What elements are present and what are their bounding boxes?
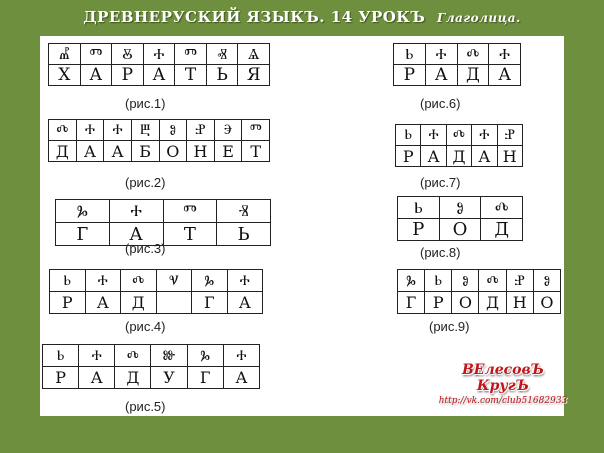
cyrillic-row <box>398 292 561 314</box>
figure-caption: (рис.3) <box>125 241 166 256</box>
figure-8 <box>397 196 523 241</box>
figure-caption: (рис.2) <box>125 175 166 190</box>
figure-3 <box>55 199 271 246</box>
cyrillic-letter: Р <box>396 146 421 167</box>
cyrillic-letter: Т <box>175 65 207 86</box>
cyrillic-letter: Д <box>115 367 151 389</box>
figure-caption: (рис.8) <box>420 245 461 260</box>
glagolitic-table <box>49 269 263 314</box>
glagolitic-letter: Ⱅ <box>175 44 207 65</box>
cyrillic-letter: Я <box>238 65 270 86</box>
cyrillic-row <box>43 367 260 389</box>
glagolitic-letter: Ⱀ <box>506 270 533 292</box>
cyrillic-letter: А <box>223 367 259 389</box>
cyrillic-letter: Н <box>187 141 215 162</box>
cyrillic-letter: Г <box>56 223 110 246</box>
glagolitic-letter: Ⰴ <box>446 125 471 146</box>
figure-caption: (рис.4) <box>125 319 166 334</box>
glagolitic-row <box>50 270 263 292</box>
cyrillic-letter <box>156 292 192 314</box>
cyrillic-letter: Ь <box>217 223 271 246</box>
glagolitic-letter: Ⱆ <box>151 345 187 367</box>
glagolitic-letter: Ⰰ <box>79 345 115 367</box>
content-panel <box>40 36 568 416</box>
glagolitic-letter: Ⰳ <box>398 270 425 292</box>
glagolitic-row <box>49 120 270 141</box>
glagolitic-row <box>398 270 561 292</box>
glagolitic-letter: Ⱃ <box>398 197 440 219</box>
cyrillic-letter: Р <box>425 292 452 314</box>
glagolitic-letter: Ⰳ <box>192 270 228 292</box>
figure-5 <box>42 344 260 389</box>
glagolitic-table <box>395 124 523 167</box>
glagolitic-row <box>398 197 523 219</box>
figure-9 <box>397 269 561 314</box>
glagolitic-letter: Ⱁ <box>159 120 187 141</box>
cyrillic-letter: А <box>109 223 163 246</box>
glagolitic-letter: Ⱁ <box>439 197 481 219</box>
cyrillic-letter: О <box>439 219 481 241</box>
glagolitic-letter: Ⰴ <box>115 345 151 367</box>
glagolitic-letter: Ⰴ <box>481 197 523 219</box>
glagolitic-letter: Ⰴ <box>49 120 77 141</box>
cyrillic-letter: Т <box>163 223 217 246</box>
cyrillic-letter: О <box>159 141 187 162</box>
glagolitic-letter: Ⱃ <box>43 345 79 367</box>
glagolitic-letter: Ⱃ <box>425 270 452 292</box>
cyrillic-letter: Г <box>192 292 228 314</box>
cyrillic-letter: Ь <box>206 65 238 86</box>
glagolitic-letter: Ⰳ <box>56 200 110 223</box>
glagolitic-letter: Ⰰ <box>472 125 497 146</box>
cyrillic-letter: Н <box>506 292 533 314</box>
glagolitic-letter: Ⰵ <box>214 120 242 141</box>
cyrillic-letter: А <box>489 65 521 86</box>
cyrillic-row <box>394 65 521 86</box>
glagolitic-letter: Ⱅ <box>80 44 112 65</box>
glagolitic-letter: Ⱃ <box>396 125 421 146</box>
figure-caption: (рис.9) <box>429 319 470 334</box>
cyrillic-letter: А <box>227 292 263 314</box>
watermark-name: ВЕлесовЪ КругЪ <box>461 362 545 394</box>
figure-6 <box>393 43 521 86</box>
figure-caption: (рис.7) <box>420 175 461 190</box>
glagolitic-row <box>396 125 523 146</box>
glagolitic-letter: Ⰰ <box>425 44 457 65</box>
cyrillic-letter: Н <box>497 146 522 167</box>
cyrillic-letter: Р <box>50 292 86 314</box>
glagolitic-table <box>393 43 521 86</box>
glagolitic-letter: Ⰰ <box>489 44 521 65</box>
figure-2 <box>48 119 270 162</box>
cyrillic-row <box>398 219 523 241</box>
glagolitic-letter: Ⱃ <box>50 270 86 292</box>
glagolitic-letter: Ⰰ <box>143 44 175 65</box>
glagolitic-letter: Ⰻ <box>112 44 144 65</box>
glagolitic-row <box>56 200 271 223</box>
watermark-stamp <box>438 362 568 416</box>
glagolitic-table <box>397 269 561 314</box>
glagolitic-letter: Ⱀ <box>497 125 522 146</box>
glagolitic-letter: Ⱏ <box>206 44 238 65</box>
cyrillic-letter: А <box>76 141 104 162</box>
cyrillic-letter: Р <box>43 367 79 389</box>
glagolitic-letter: Ⰼ <box>49 44 81 65</box>
glagolitic-letter: Ⱁ <box>533 270 560 292</box>
cyrillic-letter: О <box>452 292 479 314</box>
cyrillic-letter: Д <box>481 219 523 241</box>
cyrillic-letter: А <box>425 65 457 86</box>
glagolitic-letter: Ⰰ <box>76 120 104 141</box>
glagolitic-letter: Ⱁ <box>452 270 479 292</box>
glagolitic-row <box>394 44 521 65</box>
cyrillic-letter: А <box>472 146 497 167</box>
cyrillic-letter: Е <box>214 141 242 162</box>
cyrillic-letter: О <box>533 292 560 314</box>
cyrillic-letter: Д <box>49 141 77 162</box>
glagolitic-table <box>48 119 270 162</box>
figure-caption: (рис.6) <box>420 96 461 111</box>
glagolitic-letter: Ⰰ <box>85 270 121 292</box>
cyrillic-letter: А <box>85 292 121 314</box>
cyrillic-row <box>49 65 270 86</box>
glagolitic-letter: Ⰰ <box>104 120 132 141</box>
cyrillic-letter: А <box>104 141 132 162</box>
glagolitic-letter: Ⱐ <box>217 200 271 223</box>
glagolitic-letter: Ⱌ <box>156 270 192 292</box>
cyrillic-letter: Д <box>479 292 506 314</box>
cyrillic-letter: Д <box>457 65 489 86</box>
glagolitic-letter: Ⱑ <box>238 44 270 65</box>
glagolitic-letter: Ⰴ <box>479 270 506 292</box>
glagolitic-table <box>48 43 270 86</box>
cyrillic-letter: Х <box>49 65 81 86</box>
figure-caption: (рис.5) <box>125 399 166 414</box>
cyrillic-letter: Б <box>131 141 159 162</box>
cyrillic-letter: Г <box>398 292 425 314</box>
glagolitic-table <box>397 196 523 241</box>
watermark-url: http://vk.com/club51682933 <box>438 396 568 406</box>
cyrillic-letter: А <box>421 146 446 167</box>
glagolitic-table <box>42 344 260 389</box>
glagolitic-row <box>43 345 260 367</box>
glagolitic-letter: Ⱅ <box>242 120 270 141</box>
glagolitic-row <box>49 44 270 65</box>
glagolitic-letter: Ⱃ <box>394 44 426 65</box>
cyrillic-letter: Д <box>446 146 471 167</box>
glagolitic-letter: Ⱀ <box>187 120 215 141</box>
glagolitic-letter: Ⰰ <box>109 200 163 223</box>
glagolitic-letter: Ⱅ <box>163 200 217 223</box>
glagolitic-letter: Ⰱ <box>131 120 159 141</box>
cyrillic-letter: А <box>80 65 112 86</box>
figure-7 <box>395 124 523 167</box>
lesson-header <box>0 8 604 34</box>
cyrillic-letter: Г <box>187 367 223 389</box>
cyrillic-row <box>50 292 263 314</box>
glagolitic-letter: Ⰳ <box>187 345 223 367</box>
cyrillic-row <box>396 146 523 167</box>
figure-caption: (рис.1) <box>125 96 166 111</box>
cyrillic-letter: А <box>143 65 175 86</box>
cyrillic-letter: Д <box>121 292 157 314</box>
glagolitic-letter: Ⰰ <box>227 270 263 292</box>
cyrillic-letter: Т <box>242 141 270 162</box>
cyrillic-row <box>49 141 270 162</box>
glagolitic-letter: Ⰰ <box>421 125 446 146</box>
cyrillic-letter: Р <box>112 65 144 86</box>
glagolitic-letter: Ⰴ <box>121 270 157 292</box>
lesson-title: ДРЕВНЕРУСКИЙ ЯЗЫКЪ. 14 УРОКЪ <box>83 8 426 26</box>
lesson-subtitle: Глаголица. <box>437 11 521 25</box>
cyrillic-letter: У <box>151 367 187 389</box>
glagolitic-letter: Ⰴ <box>457 44 489 65</box>
glagolitic-table <box>55 199 271 246</box>
glagolitic-letter: Ⰰ <box>223 345 259 367</box>
figure-4 <box>49 269 263 314</box>
cyrillic-letter: А <box>79 367 115 389</box>
cyrillic-letter: Р <box>394 65 426 86</box>
cyrillic-letter: Р <box>398 219 440 241</box>
figure-1 <box>48 43 270 86</box>
